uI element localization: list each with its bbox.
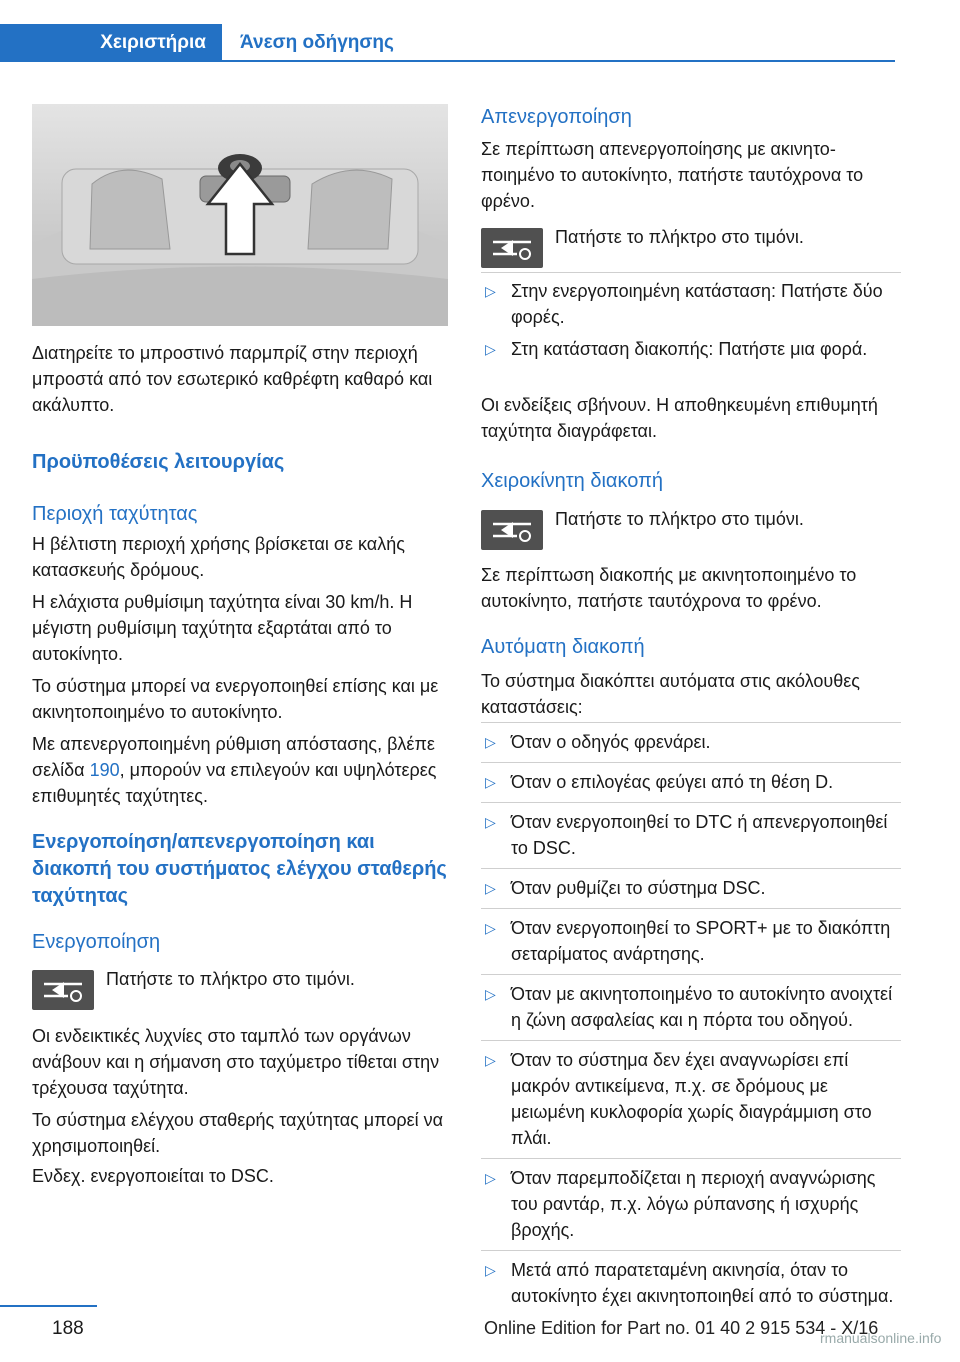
list-item: ▷ Όταν ο επιλογέας φεύγει από τη θέση D. bbox=[481, 769, 901, 795]
list-item: ▷ Στη κατάσταση διακοπής: Πατήστε μια φορά. bbox=[481, 336, 901, 362]
photo-caption: Διατηρείτε το μπροστινό παρμπρίζ στην περιοχή μπροστά από τον εσωτερικό καθρέφτη καθαρό και ακάλυπτο. bbox=[32, 343, 433, 415]
list-group bbox=[481, 1047, 901, 1151]
header-tabbar bbox=[0, 24, 895, 61]
paragraph-optimal-range: Η βέλτιστη περιοχή χρήσης βρίσκεται σε καλής κατασκευής δρόμους. bbox=[32, 534, 405, 580]
divider bbox=[481, 762, 901, 763]
list-group bbox=[481, 809, 901, 861]
list-group bbox=[481, 875, 901, 901]
list-group bbox=[481, 981, 901, 1033]
list-group bbox=[481, 1257, 901, 1309]
paragraph-deactivate-standstill: Σε περίπτωση απενεργοποίησης με ακινητοποιημένο το αυτοκίνητο, πατήστε ταυτόχρονα το φρένο. bbox=[481, 139, 864, 211]
list-deactivate bbox=[481, 278, 901, 362]
triangle-arrow-icon: ▷ bbox=[485, 1262, 496, 1278]
divider bbox=[481, 272, 901, 273]
heading-auto-interrupt: Αυτόματη διακοπή bbox=[481, 636, 645, 658]
list-group bbox=[481, 1165, 901, 1243]
list-item: ▷ Όταν το σύστημα δεν έχει αναγνωρίσει επί μακρόν αντικείμενα, π.χ. σε δρόμους με μειωμένη κυκλοφορία χωρίς διαγράμμιση στο πλάι. bbox=[481, 1047, 901, 1151]
heading-manual-interrupt: Χειροκίνητη διακοπή bbox=[481, 470, 664, 492]
triangle-arrow-icon: ▷ bbox=[485, 283, 496, 299]
button-instruction-text: Πατήστε το πλήκτρο στο τιμόνι. bbox=[555, 227, 804, 247]
button-instruction-activate bbox=[32, 966, 452, 1018]
list-item: ▷ Όταν με ακινητοποιημένο το αυτοκίνητο ανοιχτεί η ζώνη ασφαλείας και η πόρτα του οδηγού. bbox=[481, 981, 901, 1033]
paragraph-min-max-speed: Η ελάχιστα ρυθμίσιμη ταχύτητα είναι 30 km/h. Η μέγιστη ρυθμίσιμη ταχύτητα εξαρτάται από το αυτοκίνητο. bbox=[32, 592, 413, 664]
page-number: 188 bbox=[52, 1318, 84, 1339]
heading-speed-range: Περιοχή ταχύτητας bbox=[32, 503, 198, 525]
paragraph-auto-interrupt: Το σύστημα διακόπτει αυτόματα στις ακόλουθες καταστάσεις: bbox=[481, 671, 860, 717]
triangle-arrow-icon: ▷ bbox=[485, 986, 496, 1002]
divider bbox=[481, 1040, 901, 1041]
edition-info: Online Edition for Part no. 01 40 2 915 534 - X/16 bbox=[484, 1318, 879, 1338]
list-auto-interrupt bbox=[481, 722, 901, 1316]
text-fragment: Με απενεργοποιημένη ρύθμιση απόστασης, βλέπε σελίδα bbox=[32, 734, 435, 780]
paragraph-interrupt-standstill: Σε περίπτωση διακοπής με ακινητοποιημένο το αυτοκίνητο, πατήστε ταυτόχρονα το φρένο. bbox=[481, 565, 857, 611]
list-item: ▷ Όταν παρεμποδίζεται η περιοχή αναγνώρισης του ραντάρ, π.χ. λόγω ρύπανσης ή ισχυρής βροχής. bbox=[481, 1165, 901, 1243]
tab-driving-comfort[interactable]: Άνεση οδήγησης bbox=[240, 32, 394, 53]
divider bbox=[481, 908, 901, 909]
triangle-arrow-icon: ▷ bbox=[485, 341, 496, 357]
divider bbox=[481, 802, 901, 803]
button-instruction-deactivate bbox=[481, 224, 901, 276]
triangle-arrow-icon: ▷ bbox=[485, 880, 496, 896]
text-fragment: , μπορούν να επιλεγούν και υψηλότερες επιθυμητές ταχύτητες. bbox=[32, 760, 437, 806]
list-item: ▷ Μετά από παρατεταμένη ακινησία, όταν το αυτοκίνητο έχει ακινητοποιηθεί από το σύστημα. bbox=[481, 1257, 901, 1309]
divider bbox=[481, 868, 901, 869]
divider bbox=[481, 722, 901, 723]
heading-deactivate: Απενεργοποίηση bbox=[481, 106, 632, 128]
divider bbox=[481, 1250, 901, 1251]
windshield-photo bbox=[32, 104, 448, 326]
paragraph-dsc: Ενδεχ. ενεργοποιείται το DSC. bbox=[32, 1166, 274, 1186]
paragraph-standstill: Το σύστημα μπορεί να ενεργοποιηθεί επίσης και με ακινητοποιημένο το αυτοκίνητο. bbox=[32, 676, 439, 722]
header-divider bbox=[0, 60, 895, 62]
list-item: ▷ Στην ενεργοποιημένη κατάσταση: Πατήστε δύο φορές. bbox=[481, 278, 901, 330]
button-instruction-interrupt bbox=[481, 506, 901, 558]
list-group bbox=[481, 729, 901, 755]
footer-divider bbox=[0, 1305, 97, 1307]
paragraph-indicators-off: Οι ενδείξεις σβήνουν. Η αποθηκευμένη επιθυμητή ταχύτητα διαγράφεται. bbox=[481, 395, 878, 441]
tab-controls[interactable]: Χειριστήρια bbox=[0, 24, 222, 61]
triangle-arrow-icon: ▷ bbox=[485, 734, 496, 750]
list-item: ▷ Όταν ο οδηγός φρενάρει. bbox=[481, 729, 901, 755]
triangle-arrow-icon: ▷ bbox=[485, 920, 496, 936]
paragraph-distance-off bbox=[32, 731, 452, 809]
paragraph-indicators: Οι ενδεικτικές λυχνίες στο ταμπλό των οργάνων ανάβουν και η σήμανση στο ταχύμετρο τίθεται στην τρέχουσα ταχύτητα. bbox=[32, 1026, 440, 1098]
triangle-arrow-icon: ▷ bbox=[485, 814, 496, 830]
heading-activate: Ενεργοποίηση bbox=[32, 931, 161, 953]
triangle-arrow-icon: ▷ bbox=[485, 1170, 496, 1186]
page-link[interactable]: 190 bbox=[89, 760, 120, 780]
cruise-control-button-icon bbox=[32, 970, 94, 1010]
heading-prerequisites: Προϋποθέσεις λειτουργίας bbox=[32, 451, 285, 473]
list-group bbox=[481, 769, 901, 795]
list-group bbox=[481, 915, 901, 967]
divider bbox=[481, 1158, 901, 1159]
cruise-control-button-icon bbox=[481, 510, 543, 550]
triangle-arrow-icon: ▷ bbox=[485, 1052, 496, 1068]
button-instruction-text: Πατήστε το πλήκτρο στο τιμόνι. bbox=[106, 969, 355, 989]
list-item: ▷ Όταν ρυθμίζει το σύστημα DSC. bbox=[481, 875, 901, 901]
triangle-arrow-icon: ▷ bbox=[485, 774, 496, 790]
cruise-control-button-icon bbox=[481, 228, 543, 268]
heading-on-off: Ενεργοποίηση/απενεργοποίηση και διακοπή του συστήματος ελέγχου σταθερής ταχύτητας bbox=[32, 831, 447, 907]
button-instruction-text: Πατήστε το πλήκτρο στο τιμόνι. bbox=[555, 509, 804, 529]
list-item: ▷ Όταν ενεργοποιηθεί το SPORT+ με το διακόπτη σεταρίματος ανάρτησης. bbox=[481, 915, 901, 967]
paragraph-usable: Το σύστημα ελέγχου σταθερής ταχύτητας μπορεί να χρησιμοποιηθεί. bbox=[32, 1110, 444, 1156]
watermark: rmanualsonline.info bbox=[820, 1330, 942, 1346]
divider bbox=[481, 974, 901, 975]
list-item: ▷ Όταν ενεργοποιηθεί το DTC ή απενεργοποιηθεί το DSC. bbox=[481, 809, 901, 861]
